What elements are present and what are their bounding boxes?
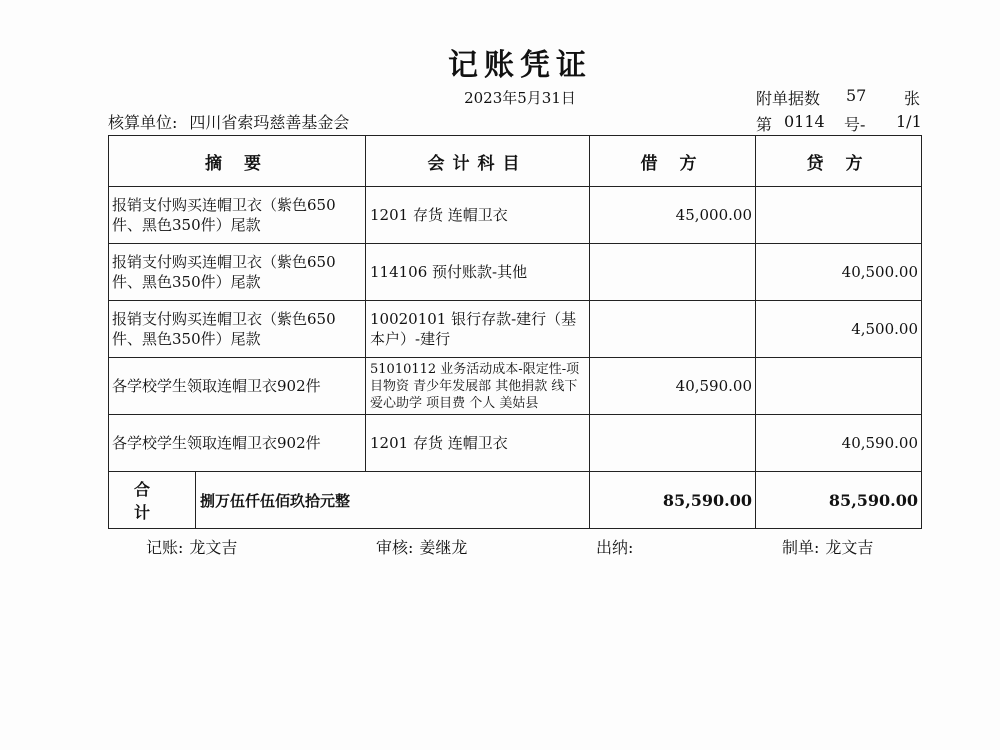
entry-credit (756, 358, 922, 415)
cashier-label: 出纳: (596, 538, 634, 557)
entry-summary: 各学校学生领取连帽卫衣902件 (109, 358, 366, 415)
column-summary: 摘 要 (109, 136, 366, 187)
bookkeeper-signature (146, 535, 237, 558)
table-row (109, 415, 922, 472)
voucher-number-prefix: 第 (756, 115, 773, 134)
attachment-unit: 张 (904, 89, 921, 108)
entry-credit: 40,500.00 (756, 244, 922, 301)
entry-summary: 报销支付购买连帽卫衣（紫色650件、黑色350件）尾款 (109, 301, 366, 358)
entry-credit (756, 187, 922, 244)
voucher-page: 1/1 (896, 112, 922, 131)
table-row (109, 301, 922, 358)
preparer-name: 龙文吉 (825, 538, 874, 557)
entry-debit (590, 301, 756, 358)
column-debit: 借 方 (590, 136, 756, 187)
entry-summary: 报销支付购买连帽卫衣（紫色650件、黑色350件）尾款 (109, 187, 366, 244)
bookkeeper-label: 记账: (146, 538, 184, 557)
entry-debit (590, 244, 756, 301)
table-header-row (109, 136, 922, 187)
entry-account: 51010112 业务活动成本-限定性-项目物资 青少年发展部 其他捐款 线下爱心助学 项目费 个人 美姑县 (366, 358, 590, 415)
entry-account: 1201 存货 连帽卫衣 (366, 415, 590, 472)
voucher-number-suffix: 号- (844, 115, 866, 134)
cashier-signature (596, 535, 639, 558)
preparer-signature (782, 535, 873, 558)
reviewer-signature (376, 535, 467, 558)
accounting-unit-label: 核算单位: (108, 113, 178, 132)
voucher-title: 记账凭证 (448, 48, 592, 83)
preparer-label: 制单: (782, 538, 820, 557)
entry-account: 114106 预付账款-其他 (366, 244, 590, 301)
reviewer-label: 审核: (376, 538, 414, 557)
attachment-number: 57 (846, 86, 867, 105)
total-debit: 85,590.00 (590, 472, 756, 529)
entry-summary: 各学校学生领取连帽卫衣902件 (109, 415, 366, 472)
voucher-date: 2023年5月31日 (464, 89, 576, 107)
entry-summary: 报销支付购买连帽卫衣（紫色650件、黑色350件）尾款 (109, 244, 366, 301)
total-credit: 85,590.00 (756, 472, 922, 529)
bookkeeper-name: 龙文吉 (189, 538, 238, 557)
entry-debit: 40,590.00 (590, 358, 756, 415)
entry-credit: 40,590.00 (756, 415, 922, 472)
total-label: 合 计 (109, 472, 196, 528)
table-row (109, 187, 922, 244)
entry-debit: 45,000.00 (590, 187, 756, 244)
total-amount-in-words: 捌万伍仟伍佰玖拾元整 (200, 491, 351, 510)
column-account: 会计科目 (366, 136, 590, 187)
entry-credit: 4,500.00 (756, 301, 922, 358)
voucher-number-value: 0114 (784, 112, 825, 131)
attachment-label: 附单据数 (756, 89, 821, 108)
reviewer-name: 姜继龙 (419, 538, 468, 557)
entry-debit (590, 415, 756, 472)
table-row (109, 358, 922, 415)
entry-account: 1201 存货 连帽卫衣 (366, 187, 590, 244)
accounting-unit (108, 110, 349, 133)
column-credit: 贷 方 (756, 136, 922, 187)
entry-account: 10020101 银行存款-建行（基本户）-建行 (366, 301, 590, 358)
voucher-table (108, 135, 922, 529)
accounting-unit-name: 四川省索玛慈善基金会 (189, 113, 350, 132)
total-row (109, 472, 922, 529)
table-row (109, 244, 922, 301)
